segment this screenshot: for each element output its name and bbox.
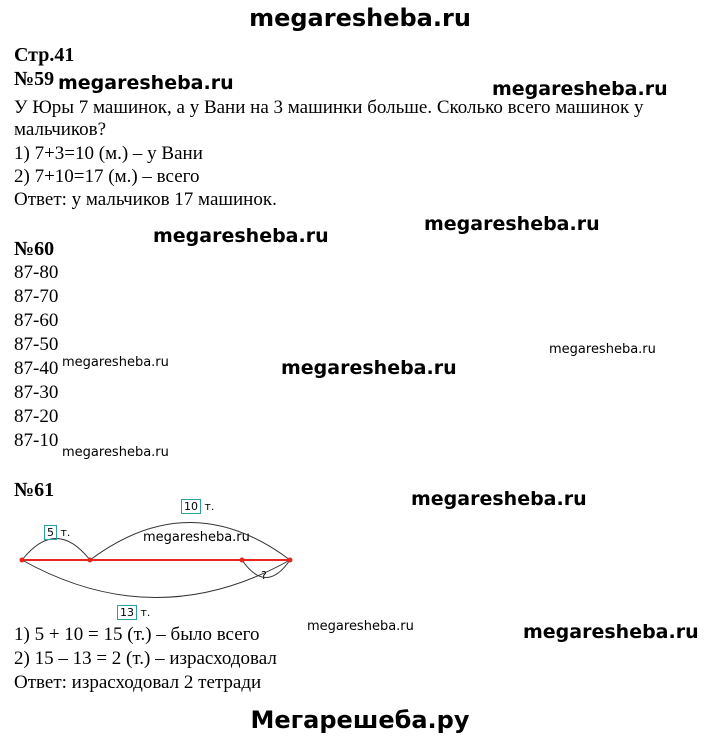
segment-point	[288, 558, 293, 563]
segment-diagram	[0, 495, 320, 620]
segment-point	[20, 558, 25, 563]
task59-answer: Ответ: у мальчиков 17 машинок.	[14, 189, 277, 210]
label-bottom: 13 т.	[117, 606, 150, 619]
watermark: megaresheba.ru	[281, 357, 457, 379]
task60-line: 87-40	[14, 358, 59, 379]
watermark: megaresheba.ru	[307, 619, 414, 634]
segment-point	[240, 558, 245, 563]
task60-line: 87-50	[14, 334, 59, 355]
watermark: megaresheba.ru	[523, 621, 699, 643]
segment-point	[88, 558, 93, 563]
watermark: megaresheba.ru	[62, 355, 169, 370]
task59-text-line1: У Юры 7 машинок, а у Вани на 3 машинки больше. Сколько всего машинок у	[14, 97, 644, 118]
task59-text-line2: мальчиков?	[14, 119, 107, 140]
site-footer: Мегарешеба.ру	[250, 706, 470, 734]
task60-line: 87-30	[14, 382, 59, 403]
watermark: megaresheba.ru	[492, 78, 668, 100]
page-ref: Стр.41	[14, 44, 75, 66]
label-top: 10 т.	[181, 500, 214, 513]
task59-number: №59	[14, 68, 55, 90]
site-header: megaresheba.ru	[249, 4, 471, 32]
arc-left	[22, 539, 90, 561]
task60-line: 87-10	[14, 430, 59, 451]
task60-line: 87-20	[14, 406, 59, 427]
watermark: megaresheba.ru	[143, 530, 250, 545]
watermark: megaresheba.ru	[58, 72, 234, 94]
task61-step2: 2) 15 – 13 = 2 (т.) – израсходовал	[14, 648, 277, 669]
task60-line: 87-80	[14, 262, 59, 283]
watermark: megaresheba.ru	[62, 445, 169, 460]
task59-step2: 2) 7+10=17 (м.) – всего	[14, 166, 200, 187]
watermark: megaresheba.ru	[424, 213, 600, 235]
watermark: megaresheba.ru	[411, 488, 587, 510]
label-left: 5 т.	[44, 526, 70, 539]
task60-number: №60	[14, 238, 55, 260]
watermark: megaresheba.ru	[153, 225, 329, 247]
watermark: megaresheba.ru	[549, 342, 656, 357]
task61-number: №61	[14, 479, 55, 501]
label-question: ?	[261, 569, 267, 582]
task59-step1: 1) 7+3=10 (м.) – у Вани	[14, 143, 203, 164]
task61-answer: Ответ: израсходовал 2 тетради	[14, 672, 262, 693]
task61-step1: 1) 5 + 10 = 15 (т.) – было всего	[14, 624, 260, 645]
task60-line: 87-60	[14, 310, 59, 331]
task60-line: 87-70	[14, 286, 59, 307]
arc-bottom	[22, 560, 290, 598]
